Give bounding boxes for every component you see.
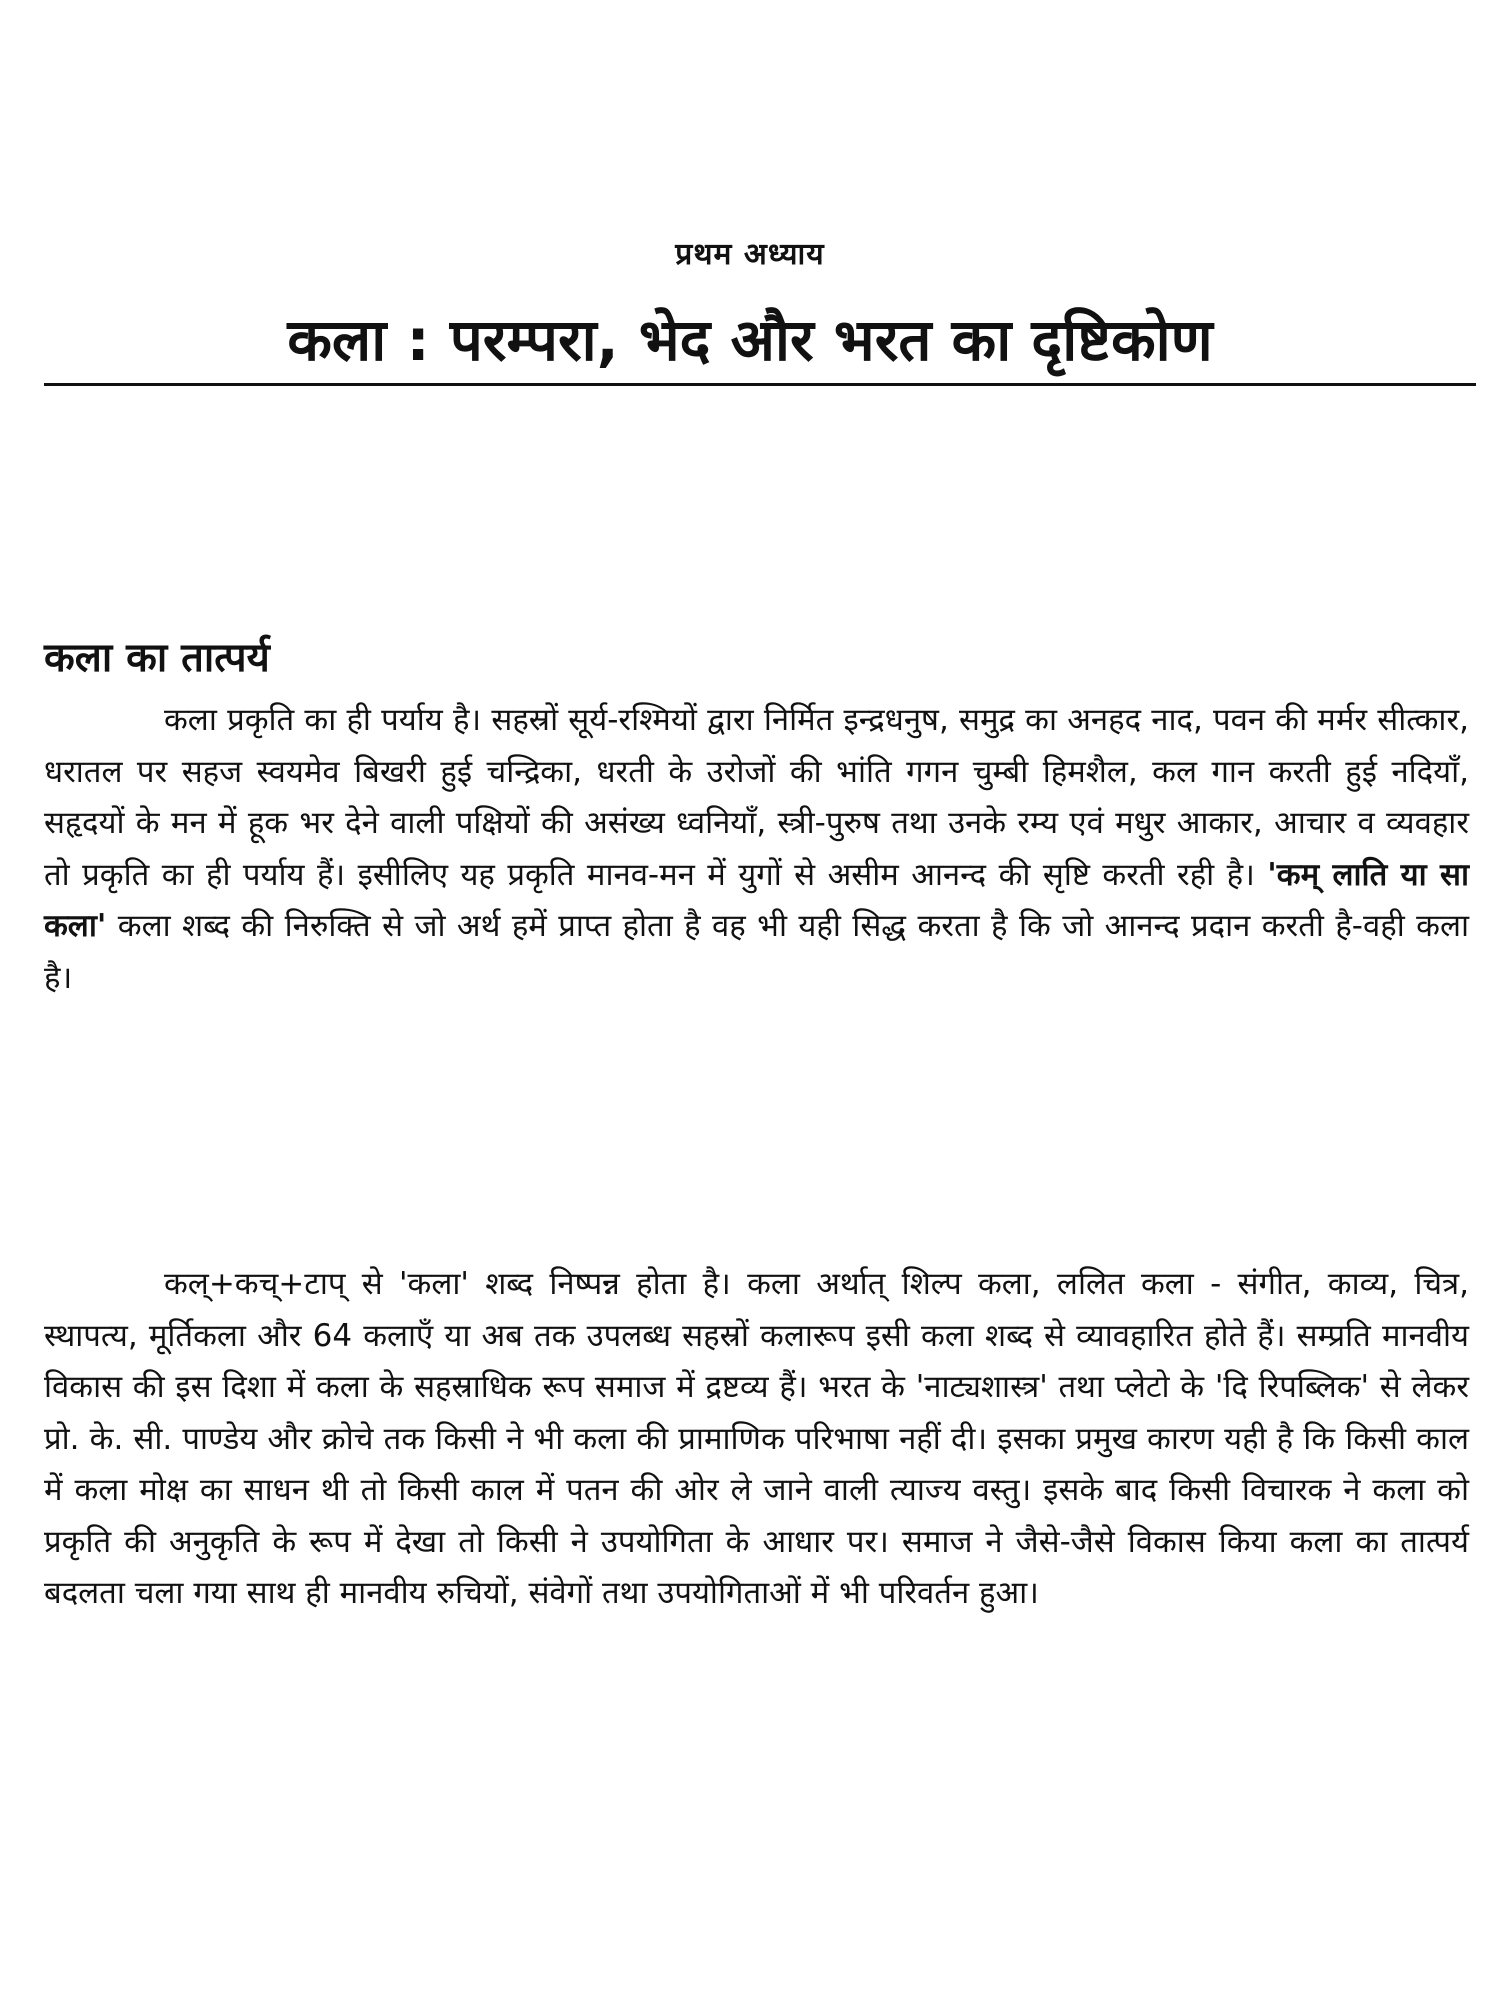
paragraph-1-before: कला प्रकृति का ही पर्याय है। सहस्रों सूर्य-रश्मियों द्वारा निर्मित इन्द्रधनुष, समुद्र का अनहद नाद, पवन की मर्मर सीत्कार, धरातल पर सहज स्वयमेव बिखरी हुई चन्द्रिका, धरती के उरोजों की भांति गगन चुम्बी हिमशैल, कल गान करती हुई नदियाँ, सहृदयों के मन में हूक भर देने वाली पक्षियों की असंख्य ध्वनियाँ, स्त्री-पुरुष तथा उनके रम्य एवं मधुर आकार, आचार व व्यवहार तो प्रकृति का ही पर्याय हैं। इसीलिए यह प्रकृति मानव-मन में युगों से असीम आनन्द की सृष्टि करती रही है। [44, 702, 1469, 893]
paragraph-2 [44, 1259, 1469, 1620]
chapter-title: कला : परम्परा, भेद और भरत का दृष्टिकोण [287, 306, 1213, 374]
sanskrit-quote: 'कम् लाति या सा कला' [44, 856, 1470, 944]
paragraph-1-after: कला शब्द की निरुक्ति से जो अर्थ हमें प्राप्त होता है वह भी यही सिद्ध करता है कि जो आनन्द प्रदान करती है-वही कला है। [44, 908, 1469, 996]
paragraph-1 [44, 695, 1469, 1004]
title-divider [44, 383, 1476, 386]
paragraph-1-text [44, 695, 1469, 1004]
paragraph-2-text: कल्+कच्+टाप् से 'कला' शब्द निष्पन्न होता है। कला अर्थात् शिल्प कला, ललित कला - संगीत, काव्य, चित्र, स्थापत्य, मूर्तिकला और 64 कलाएँ या अब तक उपलब्ध सहस्रों कलारूप इसी कला शब्द से व्यावहारित होते हैं। सम्प्रति मानवीय विकास की इस दिशा में कला के सहस्राधिक रूप समाज में द्रष्टव्य हैं। भरत के 'नाट्यशास्त्र' तथा प्लेटो के 'दि रिपब्लिक' से लेकर प्रो. के. सी. पाण्डेय और क्रोचे तक किसी ने भी कला की प्रामाणिक परिभाषा नहीं दी। इसका प्रमुख कारण यही है कि किसी काल में कला मोक्ष का साधन थी तो किसी काल में पतन की ओर ले जाने वाली त्याज्य वस्तु। इसके बाद किसी विचारक ने कला को प्रकृति की अनुकृति के रूप में देखा तो किसी ने उपयोगिता के आधार पर। समाज ने जैसे-जैसे विकास किया कला का तात्पर्य बदलता चला गया साथ ही मानवीय रुचियों, संवेगों तथा उपयोगिताओं में भी परिवर्तन हुआ। [44, 1266, 1469, 1611]
chapter-label: प्रथम अध्याय [675, 237, 825, 272]
section-heading: कला का तात्पर्य [44, 635, 270, 681]
